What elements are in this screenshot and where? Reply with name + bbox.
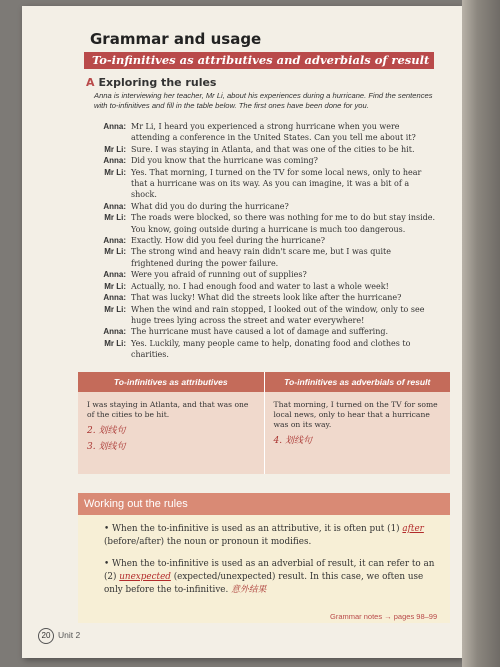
page-title: Grammar and usage (90, 30, 262, 48)
rule-2-text-c: use only before the to-infinitive. (104, 572, 424, 595)
speaker-label: Anna: (103, 327, 126, 337)
dialogue-line (86, 338, 436, 361)
rule-2-text-b: (expected/unexpected) result. In this case, we often (173, 572, 406, 582)
blank-2-number: (2) (104, 572, 117, 582)
dialogue-line (86, 304, 436, 327)
speaker-label: Anna: (103, 122, 126, 131)
dialogue-text: The roads were blocked, so there was nothing for me to do but stay inside. You know, going outside during a hurricane is much too dangerous. (131, 213, 436, 234)
speaker-label: Mr Li: (104, 247, 126, 257)
grammar-notes-link[interactable]: Grammar notes → pages 98–99 (330, 612, 438, 621)
blank-1-answer: after (402, 524, 424, 534)
dialogue-line (86, 246, 436, 269)
dialogue-text: Did you know that the hurricane was coming? (131, 156, 318, 166)
speaker-label: Mr Li: (104, 167, 126, 177)
dialogue-line (86, 155, 436, 166)
adverbials-column (265, 372, 451, 474)
rule-2-text: When the to-infinitive is used as an adverbial of result, it can refer to an (112, 559, 435, 569)
adverbials-header: To-infinitives as adverbials of result (265, 372, 451, 392)
dialogue-line (86, 269, 436, 280)
dialogue-line (86, 121, 436, 144)
handwritten-note: 意外结果 (231, 585, 267, 595)
adverbials-example: That morning, I turned on the TV for some local news, only to hear that a hurricane was on its way. (273, 400, 438, 429)
dialogue-text: That was lucky! What did the streets look like after the hurricane? (131, 293, 402, 303)
dialogue-text: Yes. That morning, I turned on the TV for some local news, only to hear that a hurricane was on its way. As you can imagine, it was a bit of a shock. (131, 167, 422, 200)
page-number: 20 (38, 628, 54, 644)
rule-2: • When the to-infinitive is used as an adverbial of result, it can refer to an (2) unexpected (expected/unexpected) result. In this case, we often use only before the to-infinitive. 意外结果 (104, 559, 435, 595)
dialogue-text: Mr Li, I heard you experienced a strong hurricane when you were attending a conference in the United States. Can you tell me about it? (131, 122, 416, 143)
attributives-header: To-infinitives as attributives (78, 372, 264, 392)
blank-2-answer: unexpected (119, 572, 171, 582)
dialogue-line (86, 167, 436, 201)
dialogue-line (86, 326, 436, 337)
speaker-label: Anna: (103, 270, 126, 280)
dialogue-text: Actually, no. I had enough food and water to last a whole week! (131, 281, 389, 291)
unit-label: Unit 2 (58, 630, 81, 640)
speaker-label: Mr Li: (104, 338, 126, 348)
dialogue-text: When the wind and rain stopped, I looked out of the window, only to see huge trees lying across the street and water everywhere! (131, 304, 425, 325)
speaker-label: Anna: (103, 201, 126, 211)
dialogue-line (86, 144, 436, 155)
dialogue-line (86, 201, 436, 212)
book-spine (462, 0, 500, 667)
dialogue-text: The hurricane must have caused a lot of damage and suffering. (131, 327, 389, 337)
section-label: Exploring the rules (98, 76, 217, 89)
rules-header: Working out the rules (78, 493, 450, 515)
rule-1-text-b: (before/after) the noun or pronoun it modifies. (104, 537, 312, 547)
dialogue (86, 121, 436, 361)
handwritten-note: 4. 划线句 (273, 436, 312, 446)
dialogue-line (86, 281, 436, 292)
speaker-label: Anna: (103, 236, 126, 246)
dialogue-text: Sure. I was staying in Atlanta, and that was one of the cities to be hit. (131, 144, 415, 154)
adverbials-body (265, 392, 451, 454)
speaker-label: Anna: (103, 293, 126, 303)
dialogue-text: Yes. Luckily, many people came to help, donating food and clothes to charities. (131, 338, 411, 360)
dialogue-line (86, 212, 436, 235)
answer-table (78, 372, 450, 474)
speaker-label: Anna: (103, 156, 126, 166)
attributives-body (78, 392, 264, 460)
dialogue-text: Exactly. How did you feel during the hurricane? (131, 236, 326, 246)
attributives-example: I was staying in Atlanta, and that was one of the cities to be hit. (87, 400, 249, 419)
dialogue-text: What did you do during the hurricane? (131, 201, 289, 211)
speaker-label: Mr Li: (104, 281, 126, 291)
attributives-column (78, 372, 265, 474)
rule-1-text: When the to-infinitive is used as an attributive, it is often put (112, 524, 385, 534)
speaker-label: Mr Li: (104, 213, 126, 223)
handwritten-note: 3. 划线句 (87, 442, 126, 452)
section-banner: To-infinitives as attributives and adverbials of result (84, 52, 434, 69)
rule-1: • When the to-infinitive is used as an attributive, it is often put (1) after (before/after) the noun or pronoun it modifies. (104, 524, 424, 547)
speaker-label: Mr Li: (104, 144, 126, 154)
dialogue-line (86, 235, 436, 246)
speaker-label: Mr Li: (104, 304, 126, 314)
handwritten-note: 2. 划线句 (87, 426, 126, 436)
section-a-heading (86, 76, 216, 89)
instructions: Anna is interviewing her teacher, Mr Li, about his experiences during a hurricane. Find the sentences with to-infinitives and fill in the table below. The first ones have been done for you. (94, 91, 433, 110)
dialogue-text: The strong wind and heavy rain didn't scare me, but I was quite frightened during the power failure. (131, 247, 391, 268)
dialogue-text: Were you afraid of running out of supplies? (131, 270, 307, 280)
dialogue-line (86, 292, 436, 303)
section-letter: A (86, 76, 95, 89)
blank-1-number: (1) (387, 524, 400, 534)
